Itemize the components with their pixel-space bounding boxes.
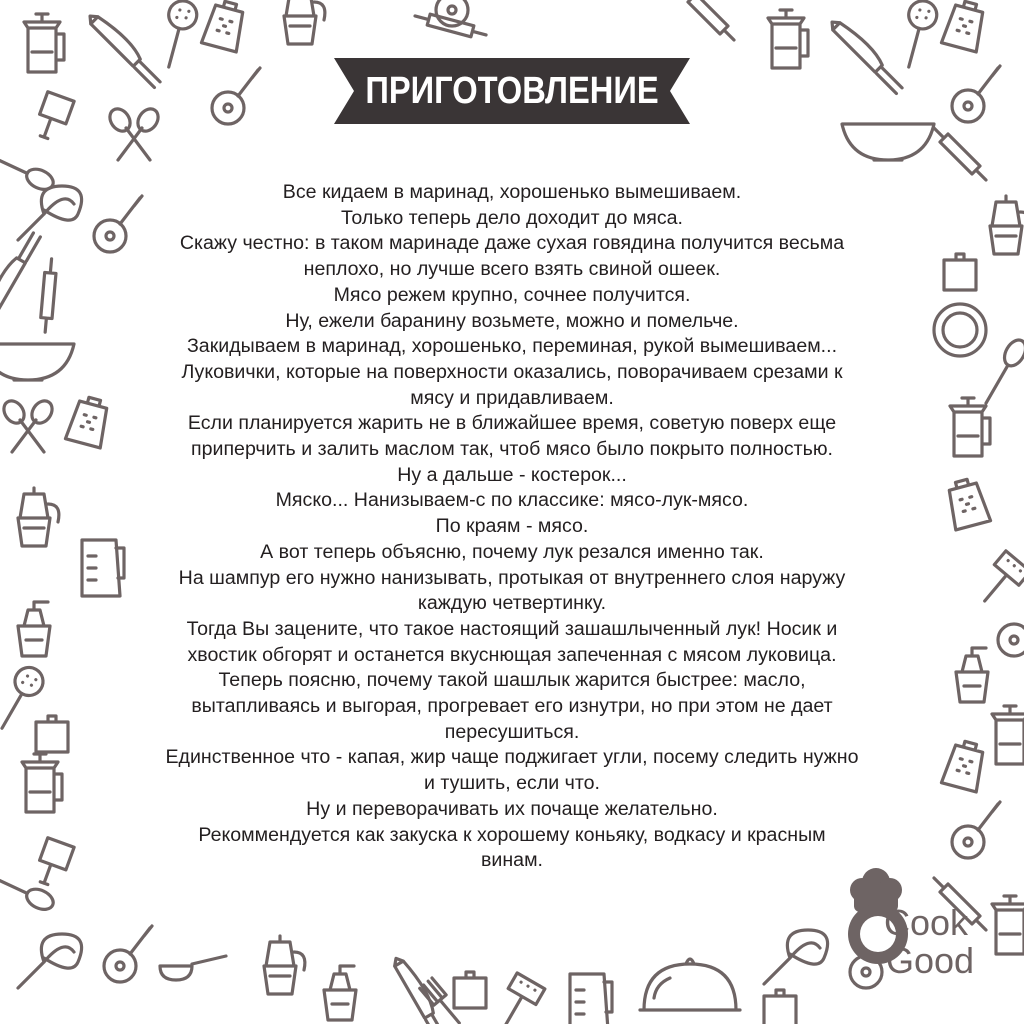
recipe-line: и тушить, если что. — [424, 772, 600, 795]
recipe-line: Ну а дальше - костерок... — [397, 463, 627, 486]
logo-word-good: Good — [886, 940, 975, 981]
recipe-line: винам. — [481, 849, 543, 872]
recipe-line: приперчить и залить маслом так, чтоб мясо было покрыто полностью. — [191, 438, 833, 461]
recipe-line: Если планируется жарить не в ближайшее время, советую поверх еще — [187, 412, 837, 435]
recipe-line: Все кидаем в маринад, хорошенько вымешиваем. — [282, 181, 742, 203]
recipe-line: каждую четвертинку. — [417, 592, 607, 615]
logo-word-cook: Cook — [884, 902, 969, 943]
recipe-line: вытапливаясь и выгорая, прогревает его изнутри, но при этом не дает — [191, 695, 833, 718]
recipe-line: На шампур его нужно нанизывать, протыкая от внутреннего слоя наружу — [178, 566, 846, 589]
recipe-line: Закидываем в маринад, хорошенько, переминая, рукой вымешиваем... — [186, 335, 838, 358]
recipe-line: Ну и переворачивать их почаще желательно. — [306, 797, 718, 820]
recipe-line: Тогда Вы зацените, что такое настоящий зашашлыченный лук! Носик и — [186, 617, 838, 640]
recipe-line: Луковички, которые на поверхности оказались, поворачиваем срезами к — [181, 360, 843, 383]
recipe-line: Мясо режем крупно, сочнее получится. — [333, 283, 691, 306]
recipe-line: мясу и придавливаем. — [410, 386, 614, 409]
recipe-line: хвостик обгорят и останется вкуснющая запеченная с мясом луковица. — [187, 643, 837, 666]
recipe-line: Мяско... Нанизываем-с по классике: мясо-лук-мясо. — [275, 489, 749, 512]
recipe-line: Скажу честно: в таком маринаде даже сухая говядина получится весьма — [179, 232, 845, 255]
recipe-line: Рекоммендуется как закуска к хорошему коньяку, водкасу и красным — [198, 823, 826, 846]
recipe-line: А вот теперь объясню, почему лук резался именно так. — [260, 540, 764, 563]
recipe-line: пересушиться. — [444, 720, 580, 743]
page-title: ПРИГОТОВЛЕНИЕ — [365, 69, 659, 112]
recipe-line: неплохо, но лучше всего взять свиной ошеек. — [303, 258, 721, 281]
recipe-line: Ну, ежели баранину возьмете, можно и помельче. — [285, 309, 739, 332]
recipe-line: Единственное что - капая, жир чаще поджигает угли, посему следить нужно — [165, 746, 859, 769]
recipe-line: По краям - мясо. — [435, 515, 589, 538]
recipe-line: Только теперь дело доходит до мяса. — [341, 206, 683, 229]
recipe-steps — [140, 180, 884, 874]
recipe-line: Теперь поясню, почему такой шашлык жарится быстрее: масло, — [218, 669, 806, 692]
